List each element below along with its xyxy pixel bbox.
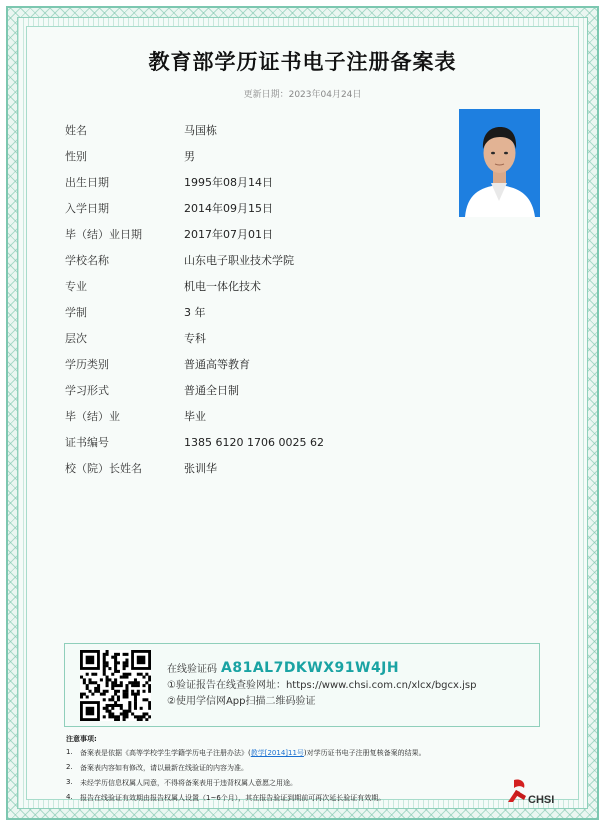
note-text <box>80 748 426 763</box>
field-label: 入学日期 <box>65 202 109 215</box>
note-number: 1. <box>66 748 73 756</box>
info-row <box>65 273 445 299</box>
note-number: 4. <box>66 793 73 801</box>
info-row <box>65 169 445 195</box>
verify-url-line: ①验证报告在线查验网址：https://www.chsi.com.cn/xlcx/bgcx.jsp <box>167 680 477 691</box>
field-label: 毕（结）业 <box>65 410 120 423</box>
field-value: 1385 6120 1706 0025 62 <box>184 435 324 449</box>
note-text-post: )对学历证书电子注册复核备案的结果。 <box>303 749 426 757</box>
field-value: 专科 <box>184 332 206 345</box>
field-value: 山东电子职业技术学院 <box>184 254 294 267</box>
note-text-pre: 备案表是依据《高等学校学生学籍学历电子注册办法》( <box>80 749 251 757</box>
note-item <box>66 748 536 763</box>
note-text: 未经学历信息权属人同意，不得将备案表用于违背权属人意愿之用途。 <box>80 779 297 787</box>
info-row <box>65 377 445 403</box>
field-value: 毕业 <box>184 410 206 423</box>
note-item <box>66 778 536 793</box>
verification-text <box>167 660 476 710</box>
field-value: 男 <box>184 150 195 163</box>
field-label: 姓名 <box>65 124 87 137</box>
info-row <box>65 117 445 143</box>
verify-app-line: ②使用学信网App扫描二维码验证 <box>167 696 316 707</box>
field-label: 学校名称 <box>65 254 109 267</box>
document-title: 教育部学历证书电子注册备案表 <box>148 50 457 74</box>
regulation-link[interactable]: 教学[2014]11号 <box>250 749 304 757</box>
info-row <box>65 143 445 169</box>
info-row <box>65 351 445 377</box>
info-row <box>65 195 445 221</box>
id-photo <box>459 109 540 217</box>
note-number: 3. <box>66 778 73 786</box>
chsi-logo-text: CHSI <box>528 794 555 806</box>
field-label: 毕（结）业日期 <box>65 228 142 241</box>
field-label: 证书编号 <box>65 436 109 449</box>
field-label: 性别 <box>65 150 87 163</box>
info-row <box>65 325 445 351</box>
info-row <box>65 299 445 325</box>
note-text: 备案表内容如有修改，请以最新在线验证的内容为准。 <box>80 764 248 772</box>
chsi-logo <box>504 776 556 806</box>
info-row <box>65 429 445 455</box>
info-row <box>65 403 445 429</box>
field-value: 2017年07月01日 <box>184 228 273 241</box>
qr-code-icon[interactable] <box>80 650 151 721</box>
field-value: 普通全日制 <box>184 384 239 397</box>
field-value: 马国栋 <box>184 124 217 137</box>
notes-title: 注意事项: <box>66 735 97 743</box>
field-label: 学习形式 <box>65 384 109 397</box>
verify-code-label: 在线验证码 <box>167 664 217 675</box>
portrait-icon <box>459 109 540 217</box>
note-number: 2. <box>66 763 73 771</box>
verification-box <box>64 643 540 727</box>
qr-code-graphic <box>80 650 151 721</box>
field-label: 层次 <box>65 332 87 345</box>
field-value: 3 年 <box>184 306 206 319</box>
updated-date: 更新日期：2023年04月24日 <box>243 90 362 100</box>
field-label: 学制 <box>65 306 87 319</box>
info-table <box>65 117 445 481</box>
verify-code-line <box>167 660 476 678</box>
note-text: 报告在线验证有效期由报告权属人设置（1~6个月），其在报告验证到期前可再次延长验证有效期。 <box>80 794 386 802</box>
field-value: 张训华 <box>184 462 217 475</box>
field-label: 出生日期 <box>65 176 109 189</box>
field-label: 专业 <box>65 280 87 293</box>
notes-section <box>66 734 536 808</box>
field-value: 普通高等教育 <box>184 358 250 371</box>
field-value: 机电一体化技术 <box>184 280 261 293</box>
info-row <box>65 455 445 481</box>
verify-code: A81AL7DKWX91W4JH <box>221 660 400 676</box>
note-item <box>66 793 536 808</box>
field-label: 学历类别 <box>65 358 109 371</box>
field-value: 1995年08月14日 <box>184 176 273 189</box>
field-value: 2014年09月15日 <box>184 202 273 215</box>
field-label: 校（院）长姓名 <box>65 462 142 475</box>
info-row <box>65 247 445 273</box>
info-row <box>65 221 445 247</box>
note-item <box>66 763 536 778</box>
